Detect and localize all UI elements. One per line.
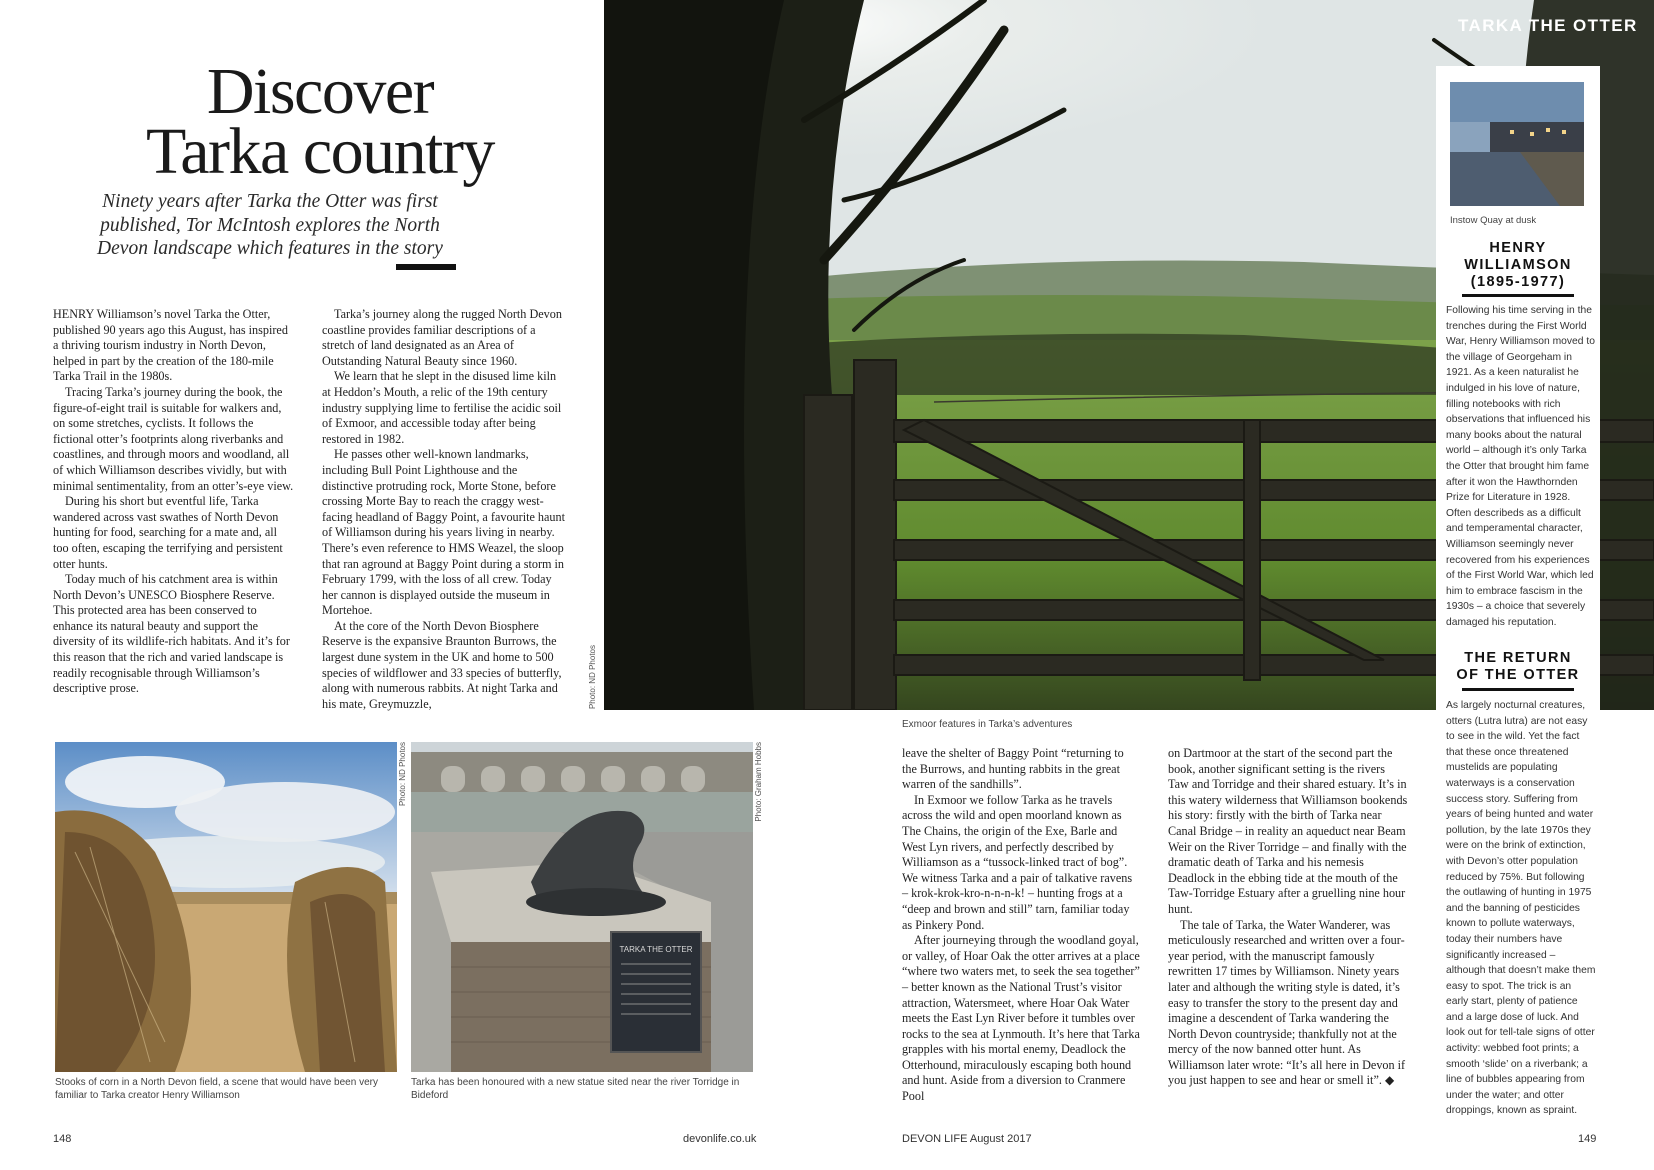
paragraph: Tarka’s journey along the rugged North Devon coastline provides familiar descriptions of a stretch of land designated as an Area of Outstanding Natural Beauty since 1960. — [322, 307, 562, 368]
sidebar-rule — [1462, 294, 1574, 297]
footer-magazine: DEVON LIFE August 2017 — [902, 1133, 1032, 1145]
section-label: TARKA THE OTTER — [1458, 16, 1638, 35]
caption-instow: Instow Quay at dusk — [1450, 215, 1537, 226]
caption-hero: Exmoor features in Tarka’s adventures — [902, 719, 1073, 730]
sidebar-text-return: As largely nocturnal creatures, otters (Lutra lutra) are not easy to see in the wild. Yet the fact that these once threatened mustelids are populating waterways is a conservation success story. Suffering from years of being hunted and water pollution, by the late 1970s they were on the brink of extinction, with Devon’s otter population reduced by 75%. But following the outlawing of hunting in 1975 and the banning of pesticides known to pollute waterways, today their numbers have significantly increased – although that doesn’t make them easy to spot. The trick is an early start, plenty of patience and a large dose of luck. And look out for tell-tale signs of otter activity: webbed foot prints; a smooth ‘slide’ on a riverbank; a line of bubbles appearing from under the water; and otter droppings, known as spraint. — [1446, 700, 1596, 1117]
paragraph: HENRY Williamson’s novel Tarka the Otter, published 90 years ago this August, has inspired a thriving tourism industry in North Devon, helped in part by the creation of the 180-mile Tarka Trail in the 1980s. — [53, 307, 288, 384]
page-number-right: 149 — [1578, 1133, 1597, 1145]
standfirst — [80, 190, 460, 261]
paragraph: The tale of Tarka, the Water Wanderer, was meticulously researched and written over a four-year period, with the manuscript famously rewritten 17 times by Williamson. Ninety years later and although the writing style is dated, it’s easy to transfer the story to the present day and imagine a descendent of Tarka wandering the North Devon countryside; thankfully not at the mercy of the now banned otter hunt. As Williamson later wrote: “It’s all here in Devon if you just happen to see and hear or smell it”. ◆ — [1168, 917, 1406, 1088]
page-title — [60, 55, 580, 188]
instow-quay-image — [1450, 82, 1584, 206]
heading-line: HENRY — [1489, 240, 1547, 256]
photo-otter-statue — [411, 742, 753, 1072]
body-column-3 — [902, 746, 1140, 1105]
sidebar-heading-return — [1436, 650, 1600, 684]
paragraph: on Dartmoor at the start of the second part the book, another significant setting is the rivers Taw and Torridge and their shared estuary. It’s in this watery wilderness that Williamson bookends his story: firstly with the birth of Tarka near Canal Bridge – in reality an aqueduct near Beam Weir on the River Torridge – and finally with the dramatic death of Tarka and his nemesis Deadlock in the ebbing tide at the mouth of the Taw-Torridge Estuary after a gruelling nine hour hunt. — [1168, 746, 1408, 916]
standfirst-line-2: published, Tor McIntosh explores the North — [100, 214, 440, 236]
heading-line: OF THE OTTER — [1456, 667, 1580, 683]
stooks-image — [55, 742, 397, 1072]
standfirst-line-3: Devon landscape which features in the story — [97, 238, 443, 259]
sidebar-rule — [1462, 688, 1574, 691]
statue-image — [411, 742, 753, 1072]
caption-statue: Tarka has been honoured with a new statue sited near the river Torridge in Bideford — [411, 1077, 740, 1101]
standfirst-rule — [396, 264, 456, 270]
sidebar-text-williamson: Following his time serving in the trenches during the First World War, Henry Williamson moved to the village of Georgeham in 1921. As a keen naturalist he indulged in his love of nature, filling notebooks with rich observations that influenced his many books about the natural world – although it’s only Tarka the Otter that brought him fame after it won the Hawthornden Prize for Literature in 1928. Often describeds as a difficult and temperamental character, Williamson seemingly never recovered from his experiences of the First World War, which led him to embrace fascism in the 1930s – a choice that severely damaged his reputation. — [1446, 305, 1595, 628]
photo-instow-quay — [1450, 82, 1584, 206]
body-column-4 — [1168, 746, 1408, 1089]
statue-plaque-text: TARKA THE OTTER — [619, 945, 693, 954]
paragraph: At the core of the North Devon Biosphere Reserve is the expansive Braunton Burrows, the largest dune system in the UK and home to 500 species of wildflower and 33 species of butterfly, along with numerous rabbits. At night Tarka and his mate, Greymuzzle, — [322, 618, 562, 711]
body-column-2 — [322, 307, 567, 712]
standfirst-line-1: Ninety years after Tarka the Otter was first — [102, 191, 438, 212]
sidebar-heading-williamson — [1436, 240, 1600, 291]
paragraph: Today much of his catchment area is within North Devon’s UNESCO Biosphere Reserve. This protected area has been conserved to enhance its natural beauty and support the diversity of its wildlife-rich habitats. And it’s for this reason that the rich and varied landscape is readily recognisable through Williamson’s descriptive prose. — [53, 572, 290, 696]
body-column-1 — [53, 307, 295, 697]
photo-credit-stooks: Photo: ND Photos — [398, 742, 407, 807]
heading-line: WILLIAMSON — [1464, 257, 1572, 273]
paragraph: Tracing Tarka’s journey during the book, the figure-of-eight trail is suitable for walkers and, on some stretches, cyclists. It follows the fictional otter’s footprints along riverbanks and coastlines, and through moors and woodland, all of which Williamson describes vividly, but with minimal sentimentality, from an otter’s-eye view. — [53, 384, 294, 493]
photo-stooks-of-corn — [55, 742, 397, 1072]
heading-line: THE RETURN — [1464, 650, 1572, 666]
heading-line: (1895-1977) — [1470, 274, 1566, 290]
paragraph: After journeying through the woodland goyal, or valley, of Hoar Oak the otter arrives at a place “where two waters met, to seek the sea together” – better known as the National Trust’s visitor attraction, Watersmeet, where Hoar Oak Water meets the East Lyn River before it tumbles over rocks to the sea at Lynmouth. It’s here that Tarka grapples with his mortal enemy, Deadlock the Otterhound, miraculously escaping both hound and hunt. Aside from a diversion to Cranmere Pool — [902, 933, 1140, 1104]
photo-credit-hero: Photo: ND Photos — [588, 645, 597, 710]
paragraph: We learn that he slept in the disused lime kiln at Heddon’s Mouth, a relic of the 19th century industry supplying lime to fertilise the acidic soil of Exmoor, and accessible today after being restored in 1982. — [322, 369, 562, 446]
sidebar-panel — [1436, 66, 1600, 1117]
page-number-left: 148 — [53, 1133, 72, 1145]
paragraph: leave the shelter of Baggy Point “returning to the Burrows, and hunting rabbits in the great warren of the sandhills”. — [902, 746, 1124, 792]
photo-credit-statue: Photo: Graham Hobbs — [754, 742, 763, 822]
paragraph: In Exmoor we follow Tarka as he travels across the wild and open moorland known as The Chains, the origin of the Exe, Barle and West Lyn rivers, and perfectly described by Williamson as a “tussock-linked tract of bog”. We witness Tarka and a pair of talkative ravens – krok-krok-kro-n-n-n-k! – hunting frogs at a “deep and brown and still” tarn, familiar today as Pinkery Pond. — [902, 792, 1133, 932]
title-line-1: Discover — [206, 55, 434, 128]
title-line-2: Tarka country — [146, 115, 494, 188]
footer-website: devonlife.co.uk — [683, 1133, 757, 1145]
paragraph: During his short but eventful life, Tarka wandered across vast swathes of North Devon hunting for food, searching for a mate and, all too often, escaping the terrifying and persistent otter hunts. — [53, 494, 283, 571]
paragraph: He passes other well-known landmarks, including Bull Point Lighthouse and the distinctive protruding rock, Morte Stone, before crossing Morte Bay to reach the craggy west-facing headland of Baggy Point, a favourite haunt of Williamson during his years living in nearby. There’s even reference to HMS Weazel, the sloop that ran aground at Baggy Point during a storm in February 1799, with the loss of all crew. Today her cannon is displayed outside the museum in Mortehoe. — [322, 447, 566, 618]
caption-stooks: Stooks of corn in a North Devon field, a scene that would have been very familiar to Tarka creator Henry Williamson — [55, 1077, 378, 1101]
